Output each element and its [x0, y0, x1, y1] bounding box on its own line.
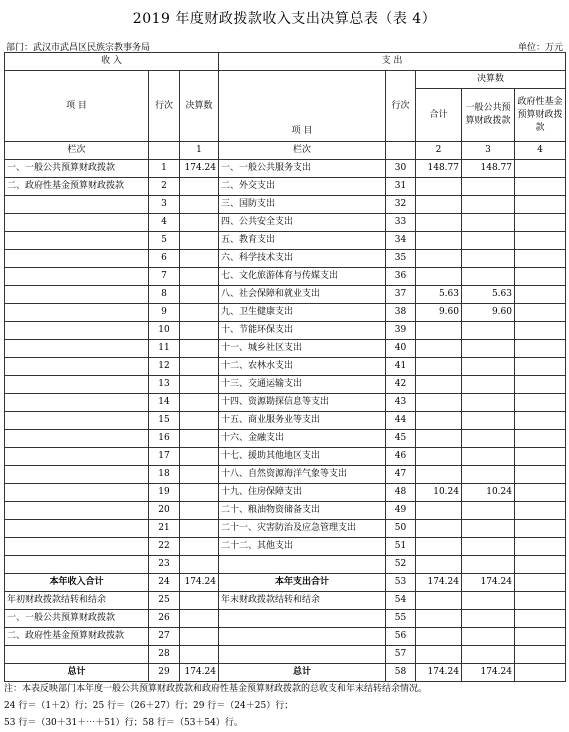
- income-item: [5, 484, 149, 502]
- income-final-value: [180, 250, 219, 268]
- table-row: [5, 268, 566, 286]
- income-final-value: [180, 592, 219, 610]
- expense-item: 二十一、灾害防治及应急管理支出: [219, 520, 386, 538]
- expense-item: 二十二、其他支出: [219, 538, 386, 556]
- expense-item: 十二、农林水支出: [219, 358, 386, 376]
- table-row: [5, 556, 566, 574]
- income-item: [5, 232, 149, 250]
- income-item: [5, 394, 149, 412]
- expense-total-value: [416, 250, 462, 268]
- expense-fund-value: [515, 556, 566, 574]
- expense-rowno: 34: [386, 232, 416, 250]
- income-item: [5, 502, 149, 520]
- general-budget-header: 一般公共预算财政拨款: [462, 89, 515, 142]
- income-rowno: 9: [149, 304, 180, 322]
- income-final-value: [180, 394, 219, 412]
- income-final-value: [180, 322, 219, 340]
- expense-total-value: [416, 430, 462, 448]
- expense-rowno: 48: [386, 484, 416, 502]
- expense-rowno: 58: [386, 664, 416, 682]
- expense-fund-value: [515, 412, 566, 430]
- income-item: 本年收入合计: [5, 574, 149, 592]
- expense-general-value: [462, 214, 515, 232]
- table-row: [5, 520, 566, 538]
- expense-fund-value: [515, 430, 566, 448]
- expense-rowno: 50: [386, 520, 416, 538]
- expense-general-value: [462, 502, 515, 520]
- expense-general-value: [462, 412, 515, 430]
- income-item: [5, 268, 149, 286]
- expense-item: 十五、商业服务业等支出: [219, 412, 386, 430]
- expense-total-value: [416, 268, 462, 286]
- expense-total-value: [416, 466, 462, 484]
- expense-general-value: 9.60: [462, 304, 515, 322]
- expense-total-value: [416, 412, 462, 430]
- table-row: [5, 250, 566, 268]
- col-4-label: 4: [515, 142, 566, 160]
- table-row: [5, 502, 566, 520]
- income-final-value: 174.24: [180, 160, 219, 178]
- expense-rowno: 30: [386, 160, 416, 178]
- income-final-value: [180, 358, 219, 376]
- expense-fund-value: [515, 538, 566, 556]
- income-final-header: 决算数: [180, 71, 219, 142]
- income-rowno: 16: [149, 430, 180, 448]
- income-item: [5, 340, 149, 358]
- expense-general-value: 174.24: [462, 664, 515, 682]
- income-rowno: 21: [149, 520, 180, 538]
- expense-general-value: [462, 196, 515, 214]
- expense-general-value: [462, 646, 515, 664]
- expense-fund-value: [515, 178, 566, 196]
- income-rowno-header: 行次: [149, 71, 180, 142]
- expense-fund-value: [515, 628, 566, 646]
- income-final-value: [180, 214, 219, 232]
- income-final-value: [180, 430, 219, 448]
- income-rowno: 28: [149, 646, 180, 664]
- income-item: [5, 358, 149, 376]
- income-rowno: 25: [149, 592, 180, 610]
- income-rowno: 11: [149, 340, 180, 358]
- table-row: [5, 448, 566, 466]
- expense-total-value: [416, 520, 462, 538]
- expense-total-value: [416, 646, 462, 664]
- table-row: [5, 466, 566, 484]
- income-final-value: [180, 448, 219, 466]
- expense-general-value: 5.63: [462, 286, 515, 304]
- income-item: [5, 196, 149, 214]
- income-item: [5, 430, 149, 448]
- fund-budget-header: 政府性基金预算财政拨款: [515, 89, 566, 142]
- income-item: 总计: [5, 664, 149, 682]
- expense-total-value: 10.24: [416, 484, 462, 502]
- empty-cell: [149, 142, 180, 160]
- income-rowno: 8: [149, 286, 180, 304]
- note-line-2: 24 行＝（1＋2）行；25 行＝（26＋27）行；29 行＝（24＋25）行；: [4, 701, 294, 711]
- table-row: [5, 160, 566, 178]
- expense-fund-value: [515, 376, 566, 394]
- expense-item: 一、一般公共服务支出: [219, 160, 386, 178]
- income-final-value: [180, 538, 219, 556]
- income-rowno: 15: [149, 412, 180, 430]
- income-final-value: [180, 466, 219, 484]
- final-group-header: 决算数: [416, 71, 566, 89]
- expense-total-value: [416, 376, 462, 394]
- expense-item-header: 项 目: [219, 71, 386, 142]
- expense-total-value: [416, 340, 462, 358]
- expense-rowno: 40: [386, 340, 416, 358]
- income-final-value: 174.24: [180, 574, 219, 592]
- income-item-header: 项 目: [5, 71, 149, 142]
- table-row: [5, 232, 566, 250]
- income-item: [5, 286, 149, 304]
- income-item: 一、一般公共预算财政拨款: [5, 160, 149, 178]
- income-rowno: 7: [149, 268, 180, 286]
- income-item: [5, 214, 149, 232]
- table-row: [5, 484, 566, 502]
- income-final-value: [180, 286, 219, 304]
- income-rowno: 23: [149, 556, 180, 574]
- expense-total-value: [416, 448, 462, 466]
- expense-rowno: 33: [386, 214, 416, 232]
- table-row: [5, 592, 566, 610]
- income-rowno: 2: [149, 178, 180, 196]
- expense-rowno: 57: [386, 646, 416, 664]
- expense-item: 十六、金融支出: [219, 430, 386, 448]
- expense-rowno: 39: [386, 322, 416, 340]
- col-3-label: 3: [462, 142, 515, 160]
- expense-total-value: 174.24: [416, 664, 462, 682]
- income-item: [5, 520, 149, 538]
- table-row: [5, 628, 566, 646]
- expense-general-value: [462, 592, 515, 610]
- expense-rowno: 51: [386, 538, 416, 556]
- income-final-value: [180, 178, 219, 196]
- unit-label: 单位：万元: [517, 43, 563, 53]
- note-line-3: 53 行＝（30＋31＋⋯＋51）行；58 行＝（53＋54）行。: [4, 718, 243, 728]
- table-row: [5, 178, 566, 196]
- income-item: [5, 466, 149, 484]
- expense-item: [219, 556, 386, 574]
- expense-fund-value: [515, 502, 566, 520]
- income-item: [5, 412, 149, 430]
- expense-fund-value: [515, 520, 566, 538]
- expense-total-value: 148.77: [416, 160, 462, 178]
- expense-rowno: 56: [386, 628, 416, 646]
- income-rowno: 4: [149, 214, 180, 232]
- expense-total-value: [416, 196, 462, 214]
- income-rowno: 3: [149, 196, 180, 214]
- income-item: [5, 556, 149, 574]
- expense-item: 十九、住房保障支出: [219, 484, 386, 502]
- income-final-value: [180, 556, 219, 574]
- income-item: [5, 322, 149, 340]
- expense-total-value: [416, 232, 462, 250]
- income-colno-label: 栏次: [5, 142, 149, 160]
- expense-fund-value: [515, 214, 566, 232]
- expense-fund-value: [515, 574, 566, 592]
- table-row: [5, 322, 566, 340]
- expense-item: 十、节能环保支出: [219, 322, 386, 340]
- income-item: [5, 646, 149, 664]
- expense-total-value: [416, 556, 462, 574]
- expense-fund-value: [515, 232, 566, 250]
- income-item: 年初财政拨款结转和结余: [5, 592, 149, 610]
- expense-general-value: [462, 556, 515, 574]
- expense-total-value: [416, 592, 462, 610]
- table-row: [5, 394, 566, 412]
- income-rowno: 26: [149, 610, 180, 628]
- expense-fund-value: [515, 160, 566, 178]
- col-2-label: 2: [416, 142, 462, 160]
- expense-rowno: 32: [386, 196, 416, 214]
- expense-item: 十四、资源勘探信息等支出: [219, 394, 386, 412]
- expense-general-value: [462, 538, 515, 556]
- expense-item: 三、国防支出: [219, 196, 386, 214]
- expense-fund-value: [515, 358, 566, 376]
- income-final-value: [180, 628, 219, 646]
- expense-general-value: [462, 268, 515, 286]
- expense-rowno: 46: [386, 448, 416, 466]
- expense-colno-label: 栏次: [219, 142, 386, 160]
- expense-rowno-header: 行次: [386, 71, 416, 142]
- income-item: 二、政府性基金预算财政拨款: [5, 178, 149, 196]
- expense-total-value: 9.60: [416, 304, 462, 322]
- expense-general-value: 148.77: [462, 160, 515, 178]
- table-row: [5, 286, 566, 304]
- expense-fund-value: [515, 340, 566, 358]
- expense-general-value: [462, 322, 515, 340]
- expense-fund-value: [515, 286, 566, 304]
- expense-general-value: [462, 430, 515, 448]
- department-label: 部门：武汉市武昌区民族宗教事务局: [6, 43, 151, 53]
- income-rowno: 29: [149, 664, 180, 682]
- table-row: [5, 646, 566, 664]
- expense-rowno: 54: [386, 592, 416, 610]
- income-final-value: [180, 196, 219, 214]
- expense-general-value: [462, 358, 515, 376]
- income-header: 收 入: [5, 53, 219, 71]
- expense-fund-value: [515, 592, 566, 610]
- income-item: [5, 250, 149, 268]
- income-final-value: [180, 232, 219, 250]
- income-final-value: 174.24: [180, 664, 219, 682]
- expense-general-value: [462, 610, 515, 628]
- income-item: [5, 376, 149, 394]
- table-row: [5, 358, 566, 376]
- expense-general-value: [462, 394, 515, 412]
- expense-rowno: 52: [386, 556, 416, 574]
- expense-fund-value: [515, 484, 566, 502]
- expense-item: 九、卫生健康支出: [219, 304, 386, 322]
- expense-general-value: [462, 250, 515, 268]
- income-rowno: 18: [149, 466, 180, 484]
- expense-item: 六、科学技术支出: [219, 250, 386, 268]
- expense-item: [219, 646, 386, 664]
- expense-rowno: 31: [386, 178, 416, 196]
- expense-total-value: [416, 322, 462, 340]
- expense-total-value: [416, 610, 462, 628]
- expense-rowno: 42: [386, 376, 416, 394]
- expense-item: 年末财政拨款结转和结余: [219, 592, 386, 610]
- expense-total-value: [416, 538, 462, 556]
- expense-general-value: [462, 340, 515, 358]
- expense-item: 七、文化旅游体育与传媒支出: [219, 268, 386, 286]
- expense-general-value: 10.24: [462, 484, 515, 502]
- table-row: [5, 196, 566, 214]
- note-line-1: 注：本表反映部门本年度一般公共预算财政拨款和政府性基金预算财政拨款的总收支和年末结转结余情况。: [4, 684, 428, 694]
- expense-rowno: 35: [386, 250, 416, 268]
- income-item: [5, 304, 149, 322]
- expense-fund-value: [515, 250, 566, 268]
- expense-fund-value: [515, 466, 566, 484]
- expense-fund-value: [515, 322, 566, 340]
- expense-total-value: [416, 502, 462, 520]
- table-row: [5, 574, 566, 592]
- expense-rowno: 37: [386, 286, 416, 304]
- expense-item: 本年支出合计: [219, 574, 386, 592]
- table-row: [5, 430, 566, 448]
- table-row: [5, 340, 566, 358]
- expense-general-value: [462, 232, 515, 250]
- table-row: [5, 304, 566, 322]
- expense-total-value: [416, 628, 462, 646]
- table-row: [5, 664, 566, 682]
- expense-total-value: 174.24: [416, 574, 462, 592]
- expense-general-value: [462, 448, 515, 466]
- expense-total-value: [416, 178, 462, 196]
- income-item: [5, 538, 149, 556]
- income-final-value: [180, 340, 219, 358]
- expense-item: 十一、城乡社区支出: [219, 340, 386, 358]
- income-rowno: 27: [149, 628, 180, 646]
- income-final-value: [180, 268, 219, 286]
- expense-item: 总计: [219, 664, 386, 682]
- expense-fund-value: [515, 196, 566, 214]
- income-final-value: [180, 520, 219, 538]
- expense-header: 支 出: [219, 53, 566, 71]
- expense-item: 十三、交通运输支出: [219, 376, 386, 394]
- expense-general-value: [462, 178, 515, 196]
- income-final-value: [180, 412, 219, 430]
- income-rowno: 10: [149, 322, 180, 340]
- expense-item: 二十、粮油物资储备支出: [219, 502, 386, 520]
- income-rowno: 5: [149, 232, 180, 250]
- expense-general-value: [462, 376, 515, 394]
- income-rowno: 14: [149, 394, 180, 412]
- expense-general-value: [462, 466, 515, 484]
- expense-rowno: 36: [386, 268, 416, 286]
- income-rowno: 20: [149, 502, 180, 520]
- expense-total-value: [416, 214, 462, 232]
- expense-item: 八、社会保障和就业支出: [219, 286, 386, 304]
- income-rowno: 17: [149, 448, 180, 466]
- expense-fund-value: [515, 664, 566, 682]
- table-row: [5, 610, 566, 628]
- income-rowno: 12: [149, 358, 180, 376]
- budget-table: [4, 52, 566, 682]
- expense-item: [219, 610, 386, 628]
- expense-rowno: 41: [386, 358, 416, 376]
- expense-item: 十八、自然资源海洋气象等支出: [219, 466, 386, 484]
- expense-item: 五、教育支出: [219, 232, 386, 250]
- income-rowno: 19: [149, 484, 180, 502]
- income-rowno: 6: [149, 250, 180, 268]
- income-final-value: [180, 610, 219, 628]
- expense-fund-value: [515, 448, 566, 466]
- income-rowno: 24: [149, 574, 180, 592]
- income-final-value: [180, 376, 219, 394]
- expense-rowno: 45: [386, 430, 416, 448]
- income-rowno: 13: [149, 376, 180, 394]
- expense-rowno: 53: [386, 574, 416, 592]
- expense-rowno: 43: [386, 394, 416, 412]
- expense-general-value: 174.24: [462, 574, 515, 592]
- table-row: [5, 376, 566, 394]
- income-final-value: [180, 646, 219, 664]
- expense-rowno: 47: [386, 466, 416, 484]
- col-1-label: 1: [180, 142, 219, 160]
- expense-general-value: [462, 628, 515, 646]
- table-row: [5, 214, 566, 232]
- expense-item: 四、公共安全支出: [219, 214, 386, 232]
- income-final-value: [180, 502, 219, 520]
- income-item: [5, 448, 149, 466]
- income-final-value: [180, 484, 219, 502]
- total-column-header: 合计: [416, 89, 462, 142]
- table-row: [5, 412, 566, 430]
- expense-total-value: [416, 394, 462, 412]
- expense-general-value: [462, 520, 515, 538]
- expense-fund-value: [515, 394, 566, 412]
- expense-fund-value: [515, 610, 566, 628]
- income-rowno: 1: [149, 160, 180, 178]
- income-rowno: 22: [149, 538, 180, 556]
- expense-rowno: 49: [386, 502, 416, 520]
- expense-item: 十七、援助其他地区支出: [219, 448, 386, 466]
- income-item: 一、一般公共预算财政拨款: [5, 610, 149, 628]
- expense-rowno: 44: [386, 412, 416, 430]
- expense-fund-value: [515, 646, 566, 664]
- empty-cell: [386, 142, 416, 160]
- expense-total-value: 5.63: [416, 286, 462, 304]
- expense-rowno: 38: [386, 304, 416, 322]
- income-item: 二、政府性基金预算财政拨款: [5, 628, 149, 646]
- expense-fund-value: [515, 268, 566, 286]
- expense-total-value: [416, 358, 462, 376]
- expense-item: [219, 628, 386, 646]
- income-final-value: [180, 304, 219, 322]
- page-title: 2019 年度财政拨款收入支出决算总表（表 4）: [132, 11, 437, 27]
- expense-item: 二、外交支出: [219, 178, 386, 196]
- table-row: [5, 538, 566, 556]
- expense-fund-value: [515, 304, 566, 322]
- expense-rowno: 55: [386, 610, 416, 628]
